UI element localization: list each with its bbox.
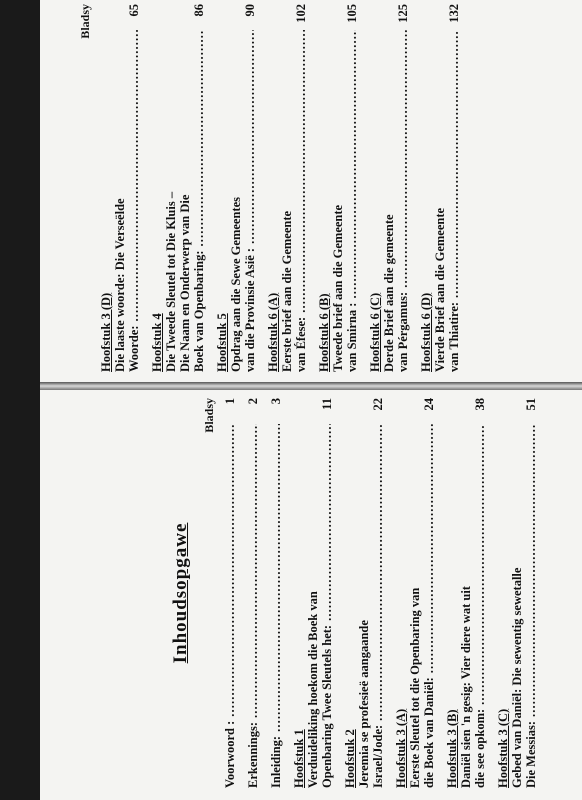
chapter-title-end: Israel/Jode: bbox=[371, 724, 385, 788]
chapter-title-line: Jeremia se profesieë aangaande bbox=[357, 620, 371, 788]
page-column-label: Bladsy bbox=[202, 398, 216, 433]
chapter-title-end: van Éfese: bbox=[294, 316, 308, 372]
chapter-title-line: Derde Brief aan die gemeente bbox=[382, 214, 396, 372]
chapter-title-line: Opdrag aan die Sewe Gemeentes bbox=[229, 197, 243, 372]
page-number: 24 bbox=[422, 398, 436, 411]
toc-entry bbox=[246, 398, 260, 788]
page-number: 3 bbox=[269, 398, 283, 405]
toc-entry bbox=[223, 398, 237, 788]
dot-leader bbox=[294, 30, 308, 313]
toc-entry-line bbox=[246, 398, 260, 788]
chapter-title-end: van die Provinsie Asië : bbox=[243, 247, 257, 372]
toc-entry bbox=[496, 398, 538, 788]
dot-leader bbox=[524, 424, 538, 717]
chapter-heading: Hoofstuk 1 bbox=[292, 729, 306, 788]
chapter-title-end: die Boek van Daniël: bbox=[422, 677, 436, 788]
chapter-title-end: die see opkom: bbox=[473, 708, 487, 788]
dot-leader bbox=[422, 424, 436, 673]
toc-entry-line bbox=[422, 398, 436, 788]
chapter-heading: Hoofstuk 2 bbox=[343, 729, 357, 788]
dot-leader bbox=[371, 424, 385, 721]
chapter-title-end: Openbaring Twee Sleutels het: bbox=[320, 624, 334, 788]
toc-entry-line bbox=[396, 4, 410, 372]
toc-entry-line bbox=[320, 398, 334, 788]
page-number: 22 bbox=[371, 398, 385, 411]
toc-entry-line bbox=[243, 4, 257, 372]
toc-title: Inhoudsopgawe bbox=[170, 522, 191, 664]
chapter-title-line: Gebed van Daniël: Die sewentig sewetalle bbox=[510, 567, 524, 788]
toc-entry-line bbox=[473, 398, 487, 788]
toc-entry-line bbox=[223, 398, 237, 788]
chapter-heading: Hoofstuk 5 bbox=[215, 313, 229, 372]
page-number: 132 bbox=[447, 4, 461, 23]
page-number: 102 bbox=[294, 4, 308, 23]
toc-entry bbox=[343, 398, 385, 788]
chapter-heading: Hoofstuk 3 (C) bbox=[496, 708, 510, 788]
dot-leader bbox=[345, 30, 359, 299]
dot-leader bbox=[223, 424, 237, 717]
toc-list bbox=[223, 398, 538, 788]
chapter-title-end: Die Messias: bbox=[524, 721, 538, 788]
toc-entry-line bbox=[524, 398, 538, 788]
toc-entry bbox=[419, 4, 461, 372]
upper-page-content bbox=[78, 4, 538, 372]
toc-entry bbox=[150, 4, 206, 372]
chapter-title-end: van Smirna : bbox=[345, 302, 359, 372]
toc-entry bbox=[266, 4, 308, 372]
book-gutter bbox=[40, 382, 582, 390]
chapter-heading: Hoofstuk 3 (B) bbox=[445, 709, 459, 788]
lower-page-content bbox=[170, 398, 550, 788]
page-number: 11 bbox=[320, 398, 334, 410]
toc-entry-line bbox=[345, 4, 359, 372]
chapter-title-end: Woorde: bbox=[127, 325, 141, 372]
page-number: 86 bbox=[192, 4, 206, 17]
toc-entry-line bbox=[371, 398, 385, 788]
page-number: 2 bbox=[246, 398, 260, 405]
chapter-title-line: Daniël sien 'n gesig: Vier diere wat uit bbox=[459, 586, 473, 788]
dot-leader bbox=[473, 424, 487, 705]
chapter-title-end: Boek van Openbaring: bbox=[192, 250, 206, 372]
chapter-heading: Hoofstuk 6 (B) bbox=[317, 293, 331, 372]
toc-entry bbox=[368, 4, 410, 372]
page-number: 105 bbox=[345, 4, 359, 23]
chapter-title-line: Die laaste woorde: Die Verseëlde bbox=[113, 198, 127, 372]
page-number: 51 bbox=[524, 398, 538, 411]
dot-leader bbox=[396, 30, 410, 288]
chapter-heading: Hoofstuk 6 (A) bbox=[266, 292, 280, 372]
chapter-title-line: Tweede brief aan die Gemeente bbox=[331, 204, 345, 372]
dot-leader bbox=[269, 424, 283, 732]
dot-leader bbox=[192, 30, 206, 246]
chapter-title-line: Vierde Brief aan die Gemeente bbox=[433, 207, 447, 372]
chapter-heading: Hoofstuk 3 (D) bbox=[99, 292, 113, 372]
dot-leader bbox=[447, 30, 461, 298]
toc-entry bbox=[99, 4, 141, 372]
toc-entry-line bbox=[192, 4, 206, 372]
chapter-heading: Hoofstuk 3 (A) bbox=[394, 708, 408, 788]
chapter-title-line: Eerste Sleutel tot die Openbaring van bbox=[408, 587, 422, 788]
chapter-title-end: Voorwoord : bbox=[223, 720, 237, 788]
toc-entry bbox=[317, 4, 359, 372]
chapter-title-end: Inleiding: bbox=[269, 735, 283, 788]
chapter-heading: Hoofstuk 4 bbox=[150, 313, 164, 372]
toc-entry-line bbox=[269, 398, 283, 788]
toc-entry bbox=[215, 4, 257, 372]
chapter-heading: Hoofstuk 6 (D) bbox=[419, 292, 433, 372]
toc-entry-line bbox=[294, 4, 308, 372]
chapter-title-line: Verduideliking hoekom die Boek van bbox=[306, 591, 320, 788]
toc-entry bbox=[269, 398, 283, 788]
page-number: 1 bbox=[223, 398, 237, 405]
chapter-title-line: Die Naam en Onderwerp van Die bbox=[178, 194, 192, 372]
chapter-title-line: Eerste brief aan die Gemeente bbox=[280, 210, 294, 372]
toc-list bbox=[99, 4, 461, 372]
chapter-title-end: Erkennings: bbox=[246, 722, 260, 788]
dot-leader bbox=[127, 30, 141, 321]
toc-entry bbox=[292, 398, 334, 788]
toc-entry-line bbox=[127, 4, 141, 372]
dot-leader bbox=[246, 424, 260, 718]
page-column-label: Bladsy bbox=[78, 4, 92, 39]
toc-entry-line bbox=[447, 4, 461, 372]
chapter-title-end: van Pérgamus: bbox=[396, 291, 410, 372]
chapter-title-end: van Thiatire: bbox=[447, 301, 461, 372]
chapter-heading: Hoofstuk 6 (C) bbox=[368, 292, 382, 372]
page-number: 125 bbox=[396, 4, 410, 23]
toc-entry bbox=[394, 398, 436, 788]
page-number: 90 bbox=[243, 4, 257, 17]
page-number: 65 bbox=[127, 4, 141, 17]
dot-leader bbox=[243, 30, 257, 244]
chapter-title-line: Die Tweede Sleutel tot Die Kluis – bbox=[164, 191, 178, 372]
page-number: 38 bbox=[473, 398, 487, 411]
toc-entry bbox=[445, 398, 487, 788]
dot-leader bbox=[320, 424, 334, 621]
